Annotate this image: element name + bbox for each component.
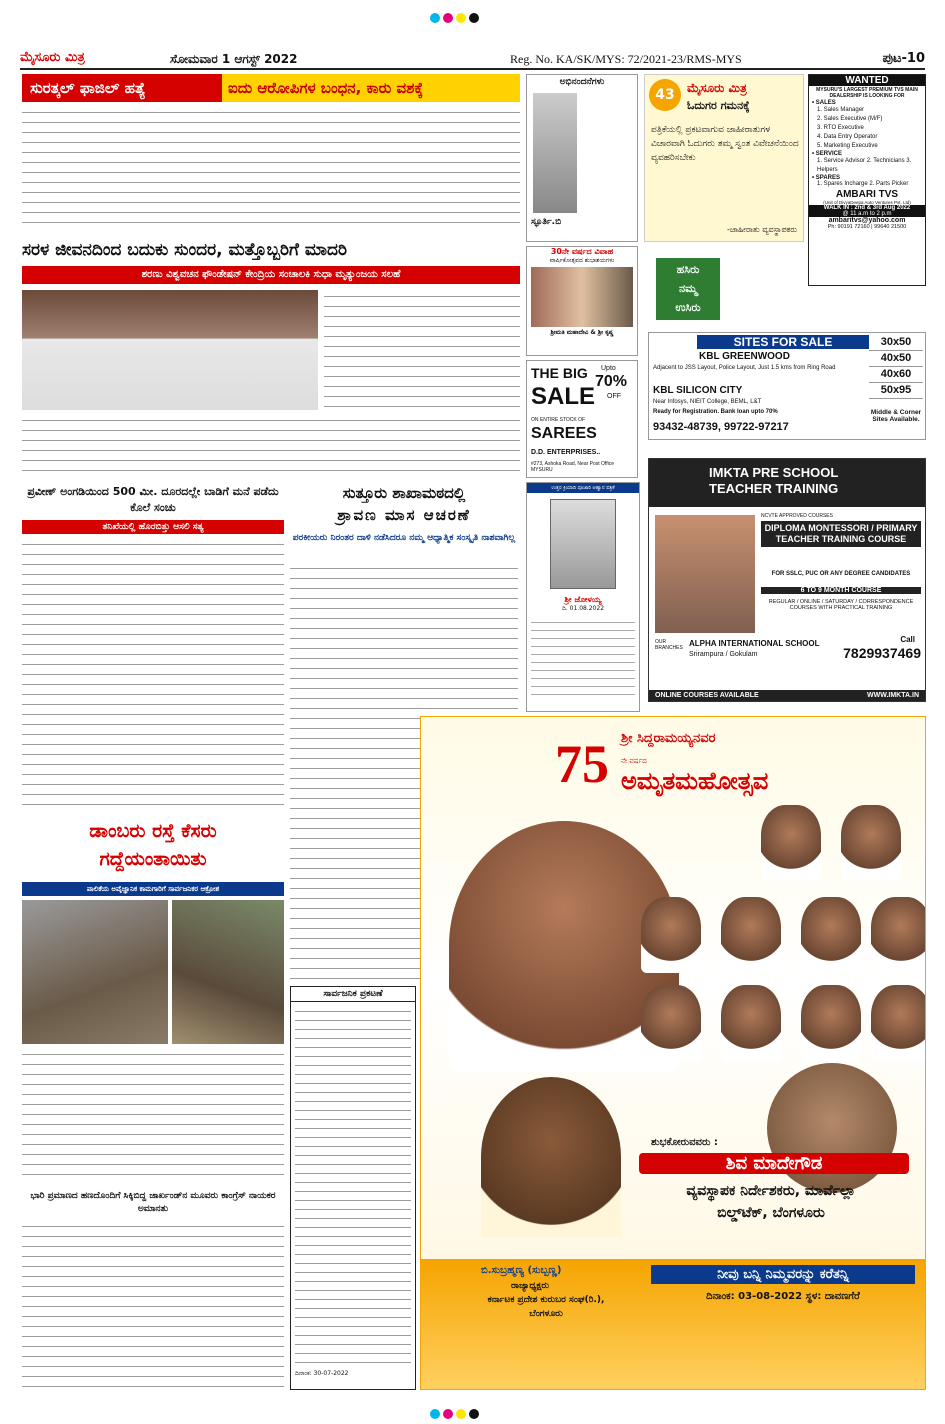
sites-corner: Middle & Corner Sites Available. — [870, 409, 922, 423]
notice-date: ದಿನಾಂಕ: 30-07-2022 — [295, 1370, 349, 1377]
sites-size: 40x60 — [869, 367, 923, 383]
suttur-headline-1: ಸುತ್ತೂರು ಶಾಖಾಮಠದಲ್ಲಿ — [342, 484, 466, 502]
road-headline-1: ಡಾಂಬರು ರಸ್ತೆ ಕೆಸರು — [89, 820, 217, 842]
wanted-spares-items: 1. Spares Incharge 2. Parts Picker — [817, 181, 909, 187]
wanted-brand-sub: (Unit of DivyaDeepa Auto Ventures Pvt. Ltd) — [823, 200, 911, 205]
rules-headline: ಸರಳ ಜೀವನದಿಂದ ಬದುಕು ಸುಂದರ, ಮತ್ತೊಬ್ಬರಿಗೆ ಮಾದರಿ — [22, 240, 347, 260]
lead-article-body — [22, 106, 520, 230]
sites-l3: KBL SILICON CITY — [653, 385, 743, 396]
sites-size: 50x95 — [869, 383, 923, 399]
sponsor-org: ಕರ್ನಾಟಕ ಪ್ರದೇಶ ಕುರುಬರ ಸಂಘ(ರಿ.), — [487, 1295, 605, 1305]
imkta-school: ALPHA INTERNATIONAL SCHOOL — [689, 639, 820, 648]
mahotsav-wishes: ಶುಭಕೋರುವವರು : — [651, 1137, 718, 1148]
sites-title: SITES FOR SALE — [697, 335, 869, 349]
sponsor-role: ರಾಜ್ಯಾಧ್ಯಕ್ಷರು — [511, 1281, 549, 1291]
wisher-photo — [721, 897, 781, 973]
road-photo-1 — [22, 900, 168, 1044]
sponsor-portrait — [481, 1077, 621, 1237]
imkta-for: FOR SSLC, PUC OR ANY DEGREE CANDIDATES — [771, 571, 911, 577]
couple-names: ಶ್ರೀಮತಿ ಮಹಾದೇವಿ & ಶ್ರೀ ಕೃಷ್ಣ — [550, 329, 614, 336]
anniversary-ad — [526, 246, 638, 356]
jharkhand-body — [22, 1220, 284, 1388]
promo-title: ಮೈಸೂರು ಮಿತ್ರ — [687, 81, 747, 95]
wanted-item: 1. Sales Manager — [817, 107, 865, 113]
imkta-mode: REGULAR / ONLINE / SATURDAY / CORRESPONDENCE COURSES WITH PRACTICAL TRAINING — [768, 599, 914, 611]
wanted-time: @ 11 a.m to 2 p.m — [809, 211, 925, 217]
wisher-photo-grid — [601, 805, 911, 1075]
big-sale-upto: Upto — [601, 365, 616, 372]
big-sale-ad — [526, 360, 638, 478]
promo-body: ಪತ್ರಿಕೆಯಲ್ಲಿ ಪ್ರಕಟವಾಗುವ ಜಾಹೀರಾತುಗಳ ವಿಚಾರವಾಗಿ ಓದುಗರು ತಮ್ಮ ಸ್ವಂತ ವಿವೇಚನೆಯಿಂದ ವ್ಯವಹರಿಸಬೇಕು — [651, 125, 799, 163]
mahotsav-wisher-role: ವ್ಯವಸ್ಥಾಪಕ ನಿರ್ದೇಶಕರು, ಮಾರ್ವೆಲ್ಲಾ — [686, 1183, 856, 1199]
notice-body — [295, 1006, 411, 1366]
sponsor-name: ಬಿ.ಸುಬ್ರಹ್ಮಣ್ಯ (ಸುಬ್ಬಣ್ಣ) — [481, 1265, 562, 1276]
green-line3: ಉಸಿರು — [675, 301, 701, 314]
big-sale-percent: 70% — [595, 373, 628, 390]
registration-number: Reg. No. KA/SK/MYS: 72/2021-23/RMS-MYS — [510, 52, 742, 66]
wisher-photo — [841, 805, 901, 881]
imkta-online: ONLINE COURSES AVAILABLE — [649, 690, 925, 701]
mahotsav-wisher-role2: ಬಿಲ್ಡ್‌ಟೆಕ್, ಬೆಂಗಳೂರು — [717, 1205, 825, 1221]
wanted-walkin: WALK IN : 2nd & 3rd Aug 2022 — [809, 205, 925, 211]
imkta-call: Call — [900, 635, 915, 644]
wanted-brand: AMBARI TVS — [835, 189, 899, 200]
mahotsav-ne: ನೇ ವರ್ಷದ — [621, 757, 647, 765]
promo-sub: ಓದುಗರ ಗಮನಕ್ಕೆ — [687, 99, 750, 112]
wanted-item: 5. Marketing Executive — [817, 143, 878, 149]
mahotsav-title: ಅಮೃತಮಹೋತ್ಸವ — [621, 767, 769, 795]
road-headline-2: ಗದ್ದೆಯಂತಾಯಿತು — [99, 848, 207, 870]
big-sale-shop: D.D. ENTERPRISES.. — [531, 449, 601, 456]
anniversary-sub: ವಾರ್ಷಿಕೋತ್ಸವದ ಶುಭಾಶಯಗಳು — [549, 257, 615, 264]
imkta-course: DIPLOMA MONTESSORI / PRIMARY TEACHER TRAINING COURSE — [761, 521, 921, 547]
mahotsav-wisher-name: ಶಿವ ಮಾದೇಗೌಡ — [639, 1153, 909, 1174]
public-notice — [290, 986, 416, 1390]
green-line2: ನಮ್ಮ — [678, 282, 698, 295]
group-photo — [22, 290, 318, 410]
big-sale-address: #273, Ashoka Road, Near Post Office MYSURU — [531, 461, 615, 473]
promo-years-badge: 43 — [649, 79, 681, 111]
promo-ad — [644, 74, 804, 242]
mahotsav-invite: ನೀವು ಬನ್ನಿ ನಿಮ್ಮವರನ್ನು ಕರೆತನ್ನಿ — [651, 1265, 915, 1284]
sites-ad — [648, 332, 926, 440]
green-line1: ಹಸಿರು — [676, 263, 700, 276]
wanted-item: 4. Data Entry Operator — [817, 134, 878, 140]
mahotsav-number: 75 — [555, 734, 609, 794]
amrit-mahotsav-ad — [420, 716, 926, 1390]
lead-title-a: ಸುರತ್ಕಲ್ ಫಾಜಿಲ್ ಹತ್ಯೆ — [22, 74, 222, 102]
wanted-item: 2. Sales Executive (M/F) — [817, 116, 883, 122]
sites-size: 40x50 — [869, 351, 923, 367]
imkta-ad — [648, 458, 926, 702]
lead-headline — [22, 74, 520, 102]
greetings-ad — [526, 74, 638, 242]
imkta-approved: NCVTE APPROVED COURSES — [761, 513, 833, 519]
wanted-service-heading: • SERVICE — [812, 151, 842, 157]
page-number: ಪುಟ-10 — [882, 51, 925, 66]
mahotsav-venue: ದಿನಾಂಕ: 03-08-2022 ಸ್ಥಳ: ದಾವಣಗೆರೆ — [706, 1291, 860, 1302]
shop-story-body — [22, 538, 284, 814]
big-sale-sarees: SAREES — [531, 425, 597, 442]
wanted-phone: Ph: 90191 72160 | 99640 21500 — [827, 224, 907, 230]
wanted-title: WANTED — [809, 75, 925, 86]
jharkhand-headline: ಭಾರಿ ಪ್ರಮಾಣದ ಹಣದೊಂದಿಗೆ ಸಿಕ್ಕಿಬಿದ್ದ ಜಾರ್ಖಂಡ್‌ನ ಮೂವರು ಕಾಂಗ್ರೆಸ್ ನಾಯಕರ ಅಮಾನತು — [30, 1191, 276, 1214]
sites-l5: Ready for Registration. Bank loan upto 70% — [653, 409, 778, 415]
tribute-name: ಶ್ರೀ ಜೋಳಯ್ಯ — [564, 595, 602, 604]
masthead: ಮೈಸೂರು ಮಿತ್ರ — [20, 50, 85, 65]
big-sale-big: THE BIG — [531, 365, 588, 381]
wanted-service-items: 1. Service Advisor 2. Technicians 3. Helpers — [817, 158, 912, 173]
shop-story-sub: ತನಿಖೆಯಲ್ಲಿ ಹೊರಬಿತ್ತು ಆಸಲಿ ಸತ್ಯ — [22, 520, 284, 534]
tribute-photo — [550, 499, 616, 589]
wanted-ad — [808, 74, 926, 286]
wanted-item: 3. RTO Executive — [817, 125, 864, 131]
wisher-photo — [871, 897, 926, 973]
big-sale-entire: ON ENTIRE STOCK OF — [531, 417, 586, 423]
wisher-photo — [641, 985, 701, 1061]
graduate-photo — [533, 93, 577, 213]
road-photo-2 — [172, 900, 284, 1044]
page-header — [20, 50, 925, 70]
imkta-www: WWW.IMKTA.IN — [867, 692, 919, 699]
tribute-ad — [526, 482, 640, 712]
registration-marks-top — [430, 8, 482, 27]
imkta-location: Srirampura / Gokulam — [689, 651, 758, 658]
imkta-branches: OUR BRANCHES — [655, 639, 683, 651]
rules-article-right — [324, 290, 520, 410]
couple-photo — [531, 267, 633, 327]
wanted-sales-list — [809, 106, 925, 151]
tribute-date: ದಿ. 01.08.2022 — [561, 605, 605, 612]
wisher-photo — [801, 985, 861, 1061]
sites-l1: KBL GREENWOOD — [699, 351, 790, 362]
rules-subheadline: ಶರಣು ವಿಶ್ವವಚನ ಫೌಂಡೇಷನ್ ಕೇಂದ್ರಿಯ ಸಂಚಾಲಕಿ ಸುಧಾ ಮೃತ್ಯುಂಜಯ ಸಲಹೆ — [22, 266, 520, 284]
imkta-phone: 7829937469 — [843, 645, 921, 661]
imkta-photo — [655, 515, 755, 633]
sponsor-city: ಬೆಂಗಳೂರು — [529, 1309, 563, 1319]
sites-size-list — [869, 335, 923, 399]
anniversary-heading: 30ನೇ ವರ್ಷದ ವಿವಾಹ — [550, 247, 614, 256]
graduate-name: ಸ್ಫೂರ್ತಿ.ಬಿ — [531, 217, 562, 227]
sites-l2: Adjacent to JSS Layout, Police Layout, Just 1.5 kms from Ring Road — [653, 365, 836, 371]
greetings-heading: ಅಭಿನಂದನೆಗಳು — [559, 77, 605, 87]
green-ad — [656, 258, 720, 320]
wanted-sales-heading: • SALES — [812, 100, 836, 106]
shop-story-headline: ಪ್ರವೀಣ್ ಅಂಗಡಿಯಿಂದ 500 ಮೀ. ದೂರದಲ್ಲೇ ಬಾಡಿಗೆ ಮನೆ ಪಡೆದು ಕೊಲೆ ಸಂಚು — [27, 485, 279, 514]
lead-title-b: ಐದು ಆರೋಪಿಗಳ ಬಂಧನ, ಕಾರು ವಶಕ್ಕೆ — [222, 74, 520, 102]
notice-title: ಸಾರ್ವಜನಿಕ ಪ್ರಕಟಣೆ — [291, 987, 415, 1002]
wisher-photo — [801, 897, 861, 973]
wanted-email: ambaritvs@yahoo.com — [828, 217, 906, 224]
wanted-sub: MYSURU'S LARGEST PREMIUM TVS MAIN DEALERSHIP IS LOOKING FOR — [816, 87, 918, 99]
road-body — [22, 1048, 284, 1182]
suttur-headline-2: ಶ್ರಾವಣ ಮಾಸ ಆಚರಣೆ — [337, 506, 471, 524]
sites-l4: Near Infosys, NIEIT College, BEML, L&T — [653, 399, 762, 405]
wanted-spares-heading: • SPARES — [812, 175, 840, 181]
rules-article-bottom — [22, 414, 520, 476]
wisher-photo — [871, 985, 926, 1061]
imkta-title2: TEACHER TRAINING — [709, 481, 839, 496]
sites-size: 30x50 — [869, 335, 923, 351]
big-sale-sale: SALE — [531, 383, 596, 410]
wisher-photo — [721, 985, 781, 1061]
wisher-photo — [641, 897, 701, 973]
suttur-sub: ಪರಕೀಯರು ನಿರಂತರ ದಾಳಿ ನಡೆಸಿದರೂ ನಮ್ಮ ಆಧ್ಯಾತ್ಮಿಕ ಸಂಸ್ಕೃತಿ ನಾಶವಾಗಿಲ್ಲ — [292, 533, 516, 543]
sites-phone: 93432-48739, 99722-97217 — [653, 421, 789, 433]
mahotsav-prefix: ಶ್ರೀ ಸಿದ್ದರಾಮಯ್ಯನವರ — [621, 731, 716, 746]
big-sale-off: OFF — [607, 393, 621, 400]
wisher-photo — [761, 805, 821, 881]
tribute-body — [531, 617, 635, 697]
promo-sign: -ಜಾಹೀರಾತು ವ್ಯವಸ್ಥಾಪಕರು — [726, 225, 797, 234]
tribute-banner: ಉತ್ತರ ಕ್ರಿಯಾದಿ ಪೂಜಾರಿ ಆಹ್ವಾನ ಪತ್ರಿಕೆ — [527, 483, 639, 493]
road-sub: ಪಾಲಿಕೆಯ ಅವೈಜ್ಞಾನಿಕ ಕಾಮಗಾರಿಗೆ ಸಾರ್ವಜನಿಕರ ಆಕ್ರೋಶ — [22, 882, 284, 896]
imkta-duration: 6 TO 9 MONTH COURSE — [761, 587, 921, 594]
issue-date: ಸೋಮವಾರ 1 ಆಗಸ್ಟ್ 2022 — [170, 52, 298, 66]
imkta-title: IMKTA PRE SCHOOL — [709, 465, 839, 480]
registration-marks-bottom — [430, 1404, 482, 1423]
